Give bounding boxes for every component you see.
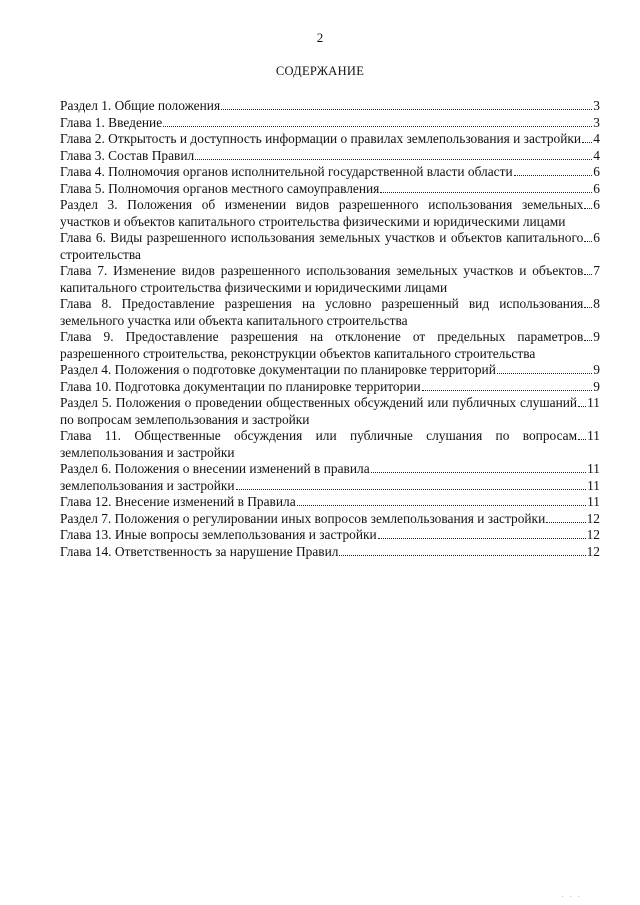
toc-entry-title: Глава 1. Введение [60, 114, 163, 130]
dot-leader [584, 241, 592, 242]
toc-entry[interactable] [60, 428, 600, 461]
dot-leader [578, 439, 586, 440]
toc-entry[interactable] [60, 230, 600, 263]
dot-leader [195, 159, 592, 160]
toc-entry-page: 12 [586, 510, 600, 526]
toc-entry[interactable] [60, 478, 600, 495]
toc-entry-title: Глава 6. Виды разрешенного использования земельных участков и объектов капитального строительства [60, 230, 584, 262]
page-number: 2 [316, 30, 324, 45]
toc-entry-title: Глава 11. Общественные обсуждения или публичные слушания по вопросам землепользования и застройки [60, 428, 578, 460]
toc-entry-title: Глава 13. Иные вопросы землепользования и застройки [60, 527, 377, 542]
toc-entry-page: 6 [593, 180, 600, 196]
toc-entry[interactable] [60, 395, 600, 428]
dot-leader [378, 538, 586, 539]
toc-entry-title: Глава 10. Подготовка документации по планировке территории [60, 378, 421, 394]
dot-leader [236, 489, 587, 490]
toc-entry[interactable] [60, 263, 600, 296]
toc-entry[interactable] [60, 461, 600, 478]
toc-entry[interactable] [60, 131, 600, 148]
toc-entry[interactable] [60, 164, 600, 181]
toc-entry-page: 7 [593, 263, 600, 278]
scan-artifact: · · · [561, 893, 582, 901]
dot-leader [584, 208, 592, 209]
page-title: СОДЕРЖАНИЕ [275, 64, 365, 78]
toc-entry-title: Глава 7. Изменение видов разрешенного использования земельных участков и объектов капитального строительства физическими и юридическими лицами [60, 263, 584, 295]
toc-entry-title: Раздел 4. Положения о подготовке документации по планировке территорий [60, 362, 496, 377]
toc-entry[interactable] [60, 544, 600, 561]
toc-entry[interactable] [60, 379, 600, 396]
toc-entry-title: Глава 4. Полномочия органов исполнительной государственной власти области [60, 164, 513, 179]
toc-entry-title: Раздел 3. Положения об изменении видов разрешенного использования земельных участков и объектов капитального строительства физическими и юридическими лицами [60, 197, 584, 229]
dot-leader [339, 555, 585, 556]
dot-leader [578, 406, 586, 407]
dot-leader [422, 390, 593, 391]
toc-entry-title: Глава 8. Предоставление разрешения на условно разрешенный вид использования земельного участка или объекта капитального строительства [60, 296, 584, 328]
toc-entry-title: Глава 3. Состав Правил [60, 147, 195, 163]
toc-entry-page: 3 [593, 98, 600, 113]
toc-entry-title: Раздел 5. Положения о проведении общественных обсуждений или публичных слушаний по вопросам землепользования и застройки [60, 395, 578, 427]
toc-entry[interactable] [60, 148, 600, 165]
toc-entry-title: Раздел 6. Положения о внесении изменений в правила [60, 461, 370, 476]
toc-entry-page: 6 [593, 197, 600, 212]
toc-entry[interactable] [60, 296, 600, 329]
dot-leader [584, 274, 592, 275]
toc-entry-title: Глава 9. Предоставление разрешения на отклонение от предельных параметров разрешенного строительства, реконструкции объектов капитального строительства [60, 329, 584, 361]
dot-leader [514, 175, 593, 176]
table-of-contents [60, 98, 600, 560]
dot-leader [546, 522, 585, 523]
dot-leader [221, 109, 592, 110]
toc-entry-page: 8 [593, 296, 600, 311]
toc-entry-page: 3 [593, 114, 600, 130]
toc-entry[interactable] [60, 527, 600, 544]
toc-entry[interactable] [60, 115, 600, 132]
toc-entry-title: Раздел 1. Общие положения [60, 98, 221, 113]
toc-entry-page: 11 [587, 477, 600, 493]
toc-entry-page: 11 [587, 428, 600, 443]
toc-entry[interactable] [60, 362, 600, 379]
toc-entry-page: 11 [587, 461, 600, 476]
toc-entry-page: 11 [587, 395, 600, 410]
toc-entry[interactable] [60, 494, 600, 511]
dot-leader [582, 142, 592, 143]
toc-entry[interactable] [60, 329, 600, 362]
toc-entry-page: 6 [593, 164, 600, 179]
toc-entry-page: 6 [593, 230, 600, 245]
toc-entry[interactable] [60, 181, 600, 198]
toc-entry-page: 9 [593, 329, 600, 344]
toc-entry-page: 9 [593, 362, 600, 377]
toc-entry-title: землепользования и застройки [60, 477, 235, 493]
toc-entry-page: 11 [587, 494, 600, 509]
toc-entry-title: Раздел 7. Положения о регулировании иных вопросов землепользования и застройки [60, 510, 546, 526]
toc-entry-title: Глава 2. Открытость и доступность информации о правилах землепользования и застройки [60, 131, 582, 146]
dot-leader [497, 373, 592, 374]
toc-entry-title: Глава 5. Полномочия органов местного самоуправления [60, 180, 380, 196]
toc-entry-page: 9 [593, 378, 600, 394]
toc-entry-title: Глава 12. Внесение изменений в Правила [60, 494, 296, 509]
toc-entry[interactable] [60, 197, 600, 230]
toc-entry-page: 4 [593, 147, 600, 163]
toc-entry-page: 12 [586, 543, 600, 559]
toc-entry[interactable] [60, 511, 600, 528]
dot-leader [371, 472, 586, 473]
dot-leader [584, 340, 592, 341]
dot-leader [584, 307, 592, 308]
toc-entry[interactable] [60, 98, 600, 115]
toc-entry-page: 12 [586, 527, 600, 542]
dot-leader [380, 192, 592, 193]
dot-leader [163, 126, 592, 127]
toc-entry-page: 4 [593, 131, 600, 146]
toc-entry-title: Глава 14. Ответственность за нарушение Правил [60, 543, 339, 559]
dot-leader [297, 505, 586, 506]
